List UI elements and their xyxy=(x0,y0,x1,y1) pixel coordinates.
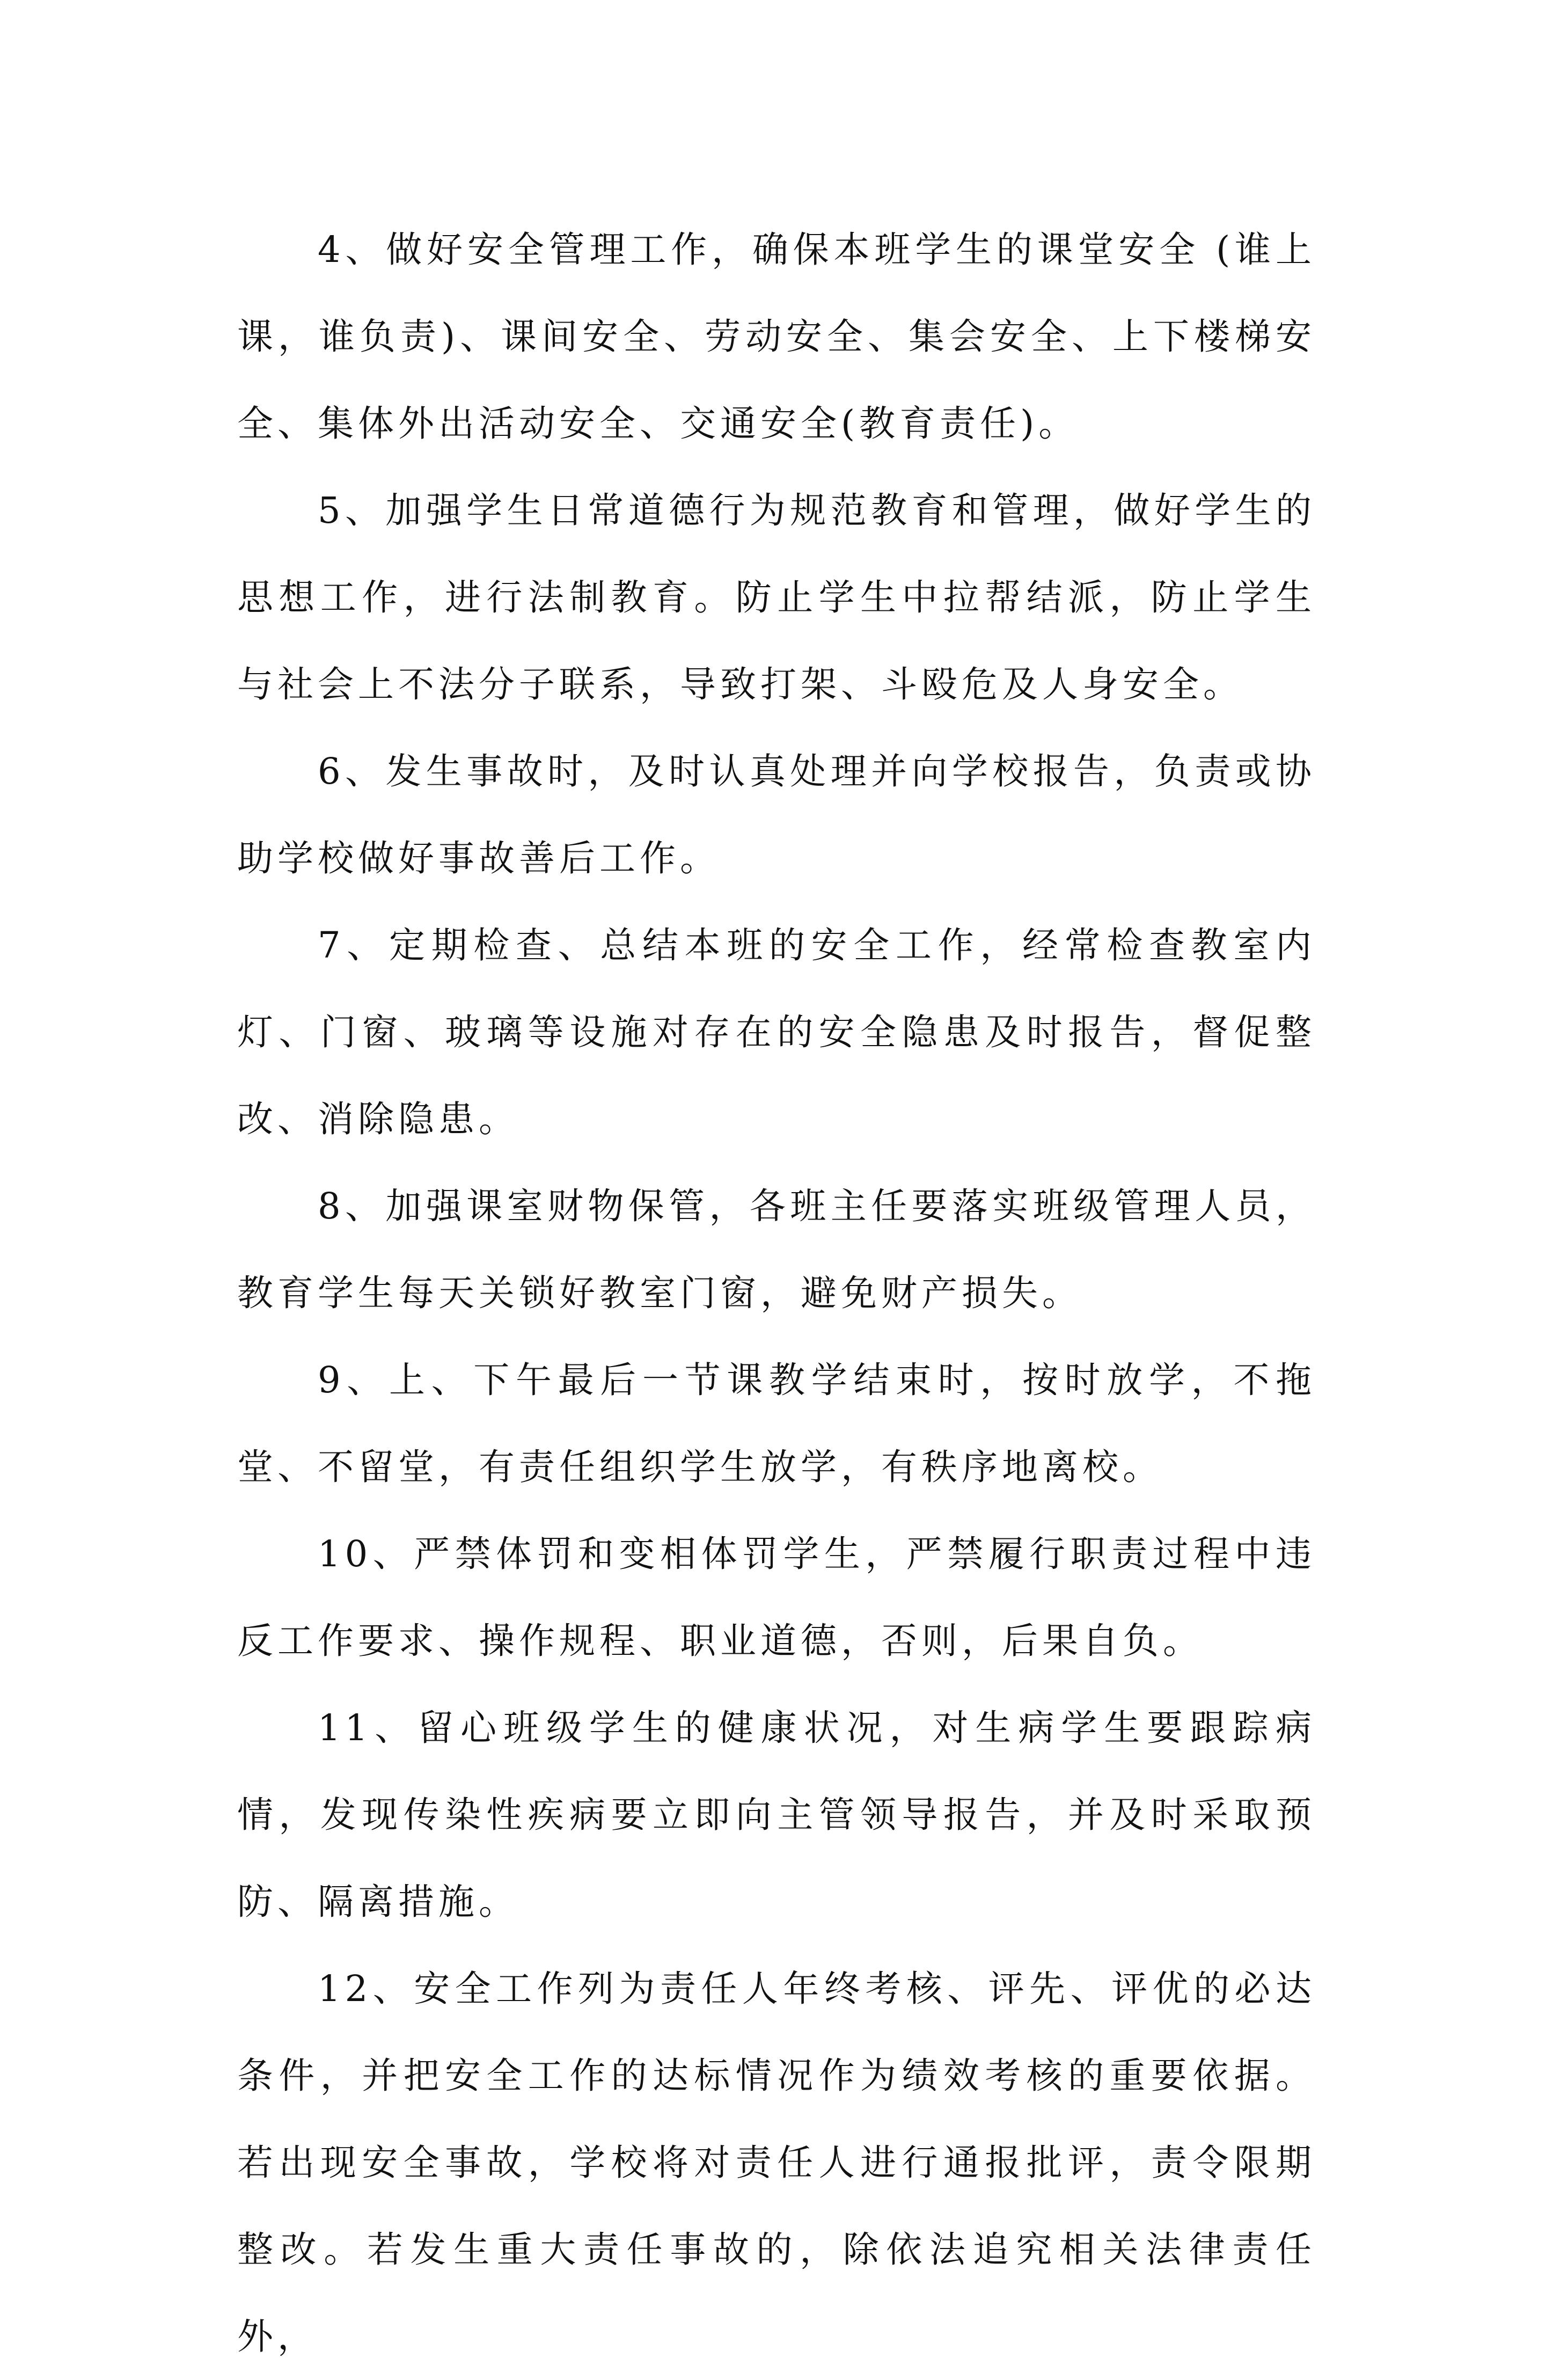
paragraph-item-10: 10、严禁体罚和变相体罚学生，严禁履行职责过程中违反工作要求、操作规程、职业道德，否则，后果自负。 xyxy=(237,1533,1316,1662)
paragraph-item-11: 11、留心班级学生的健康状况，对生病学生要跟踪病情，发现传染性疾病要立即向主管领导报告，并及时采取预防、隔离措施。 xyxy=(237,1707,1316,1923)
paragraph-item-6: 6、发生事故时，及时认真处理并向学校报告，负责或协助学校做好事故善后工作。 xyxy=(237,750,1316,879)
paragraph-item-5: 5、加强学生日常道德行为规范教育和管理，做好学生的思想工作，进行法制教育。防止学生中拉帮结派，防止学生与社会上不法分子联系，导致打架、斗殴危及人身安全。 xyxy=(237,490,1316,705)
document-body xyxy=(237,206,1316,2380)
paragraph-item-8: 8、加强课室财物保管，各班主任要落实班级管理人员，教育学生每天关锁好教室门窗，避免财产损失。 xyxy=(237,1185,1316,1314)
paragraph-item-12: 12、安全工作列为责任人年终考核、评先、评优的必达条件，并把安全工作的达标情况作为绩效考核的重要依据。若出现安全事故，学校将对责任人进行通报批评，责令限期整改。若发生重大责任事故的，除依法追究相关法律责任外， xyxy=(237,1968,1316,2357)
paragraph-item-4: 4、做好安全管理工作，确保本班学生的课堂安全 (谁上课，谁负责)、课间安全、劳动安全、集会安全、上下楼梯安全、集体外出活动安全、交通安全(教育责任)。 xyxy=(237,229,1316,444)
paragraph-item-9: 9、上、下午最后一节课教学结束时，按时放学，不拖堂、不留堂，有责任组织学生放学，有秩序地离校。 xyxy=(237,1359,1316,1488)
paragraph-item-7: 7、定期检查、总结本班的安全工作，经常检查教室内灯、门窗、玻璃等设施对存在的安全隐患及时报告，督促整改、消除隐患。 xyxy=(237,924,1316,1140)
